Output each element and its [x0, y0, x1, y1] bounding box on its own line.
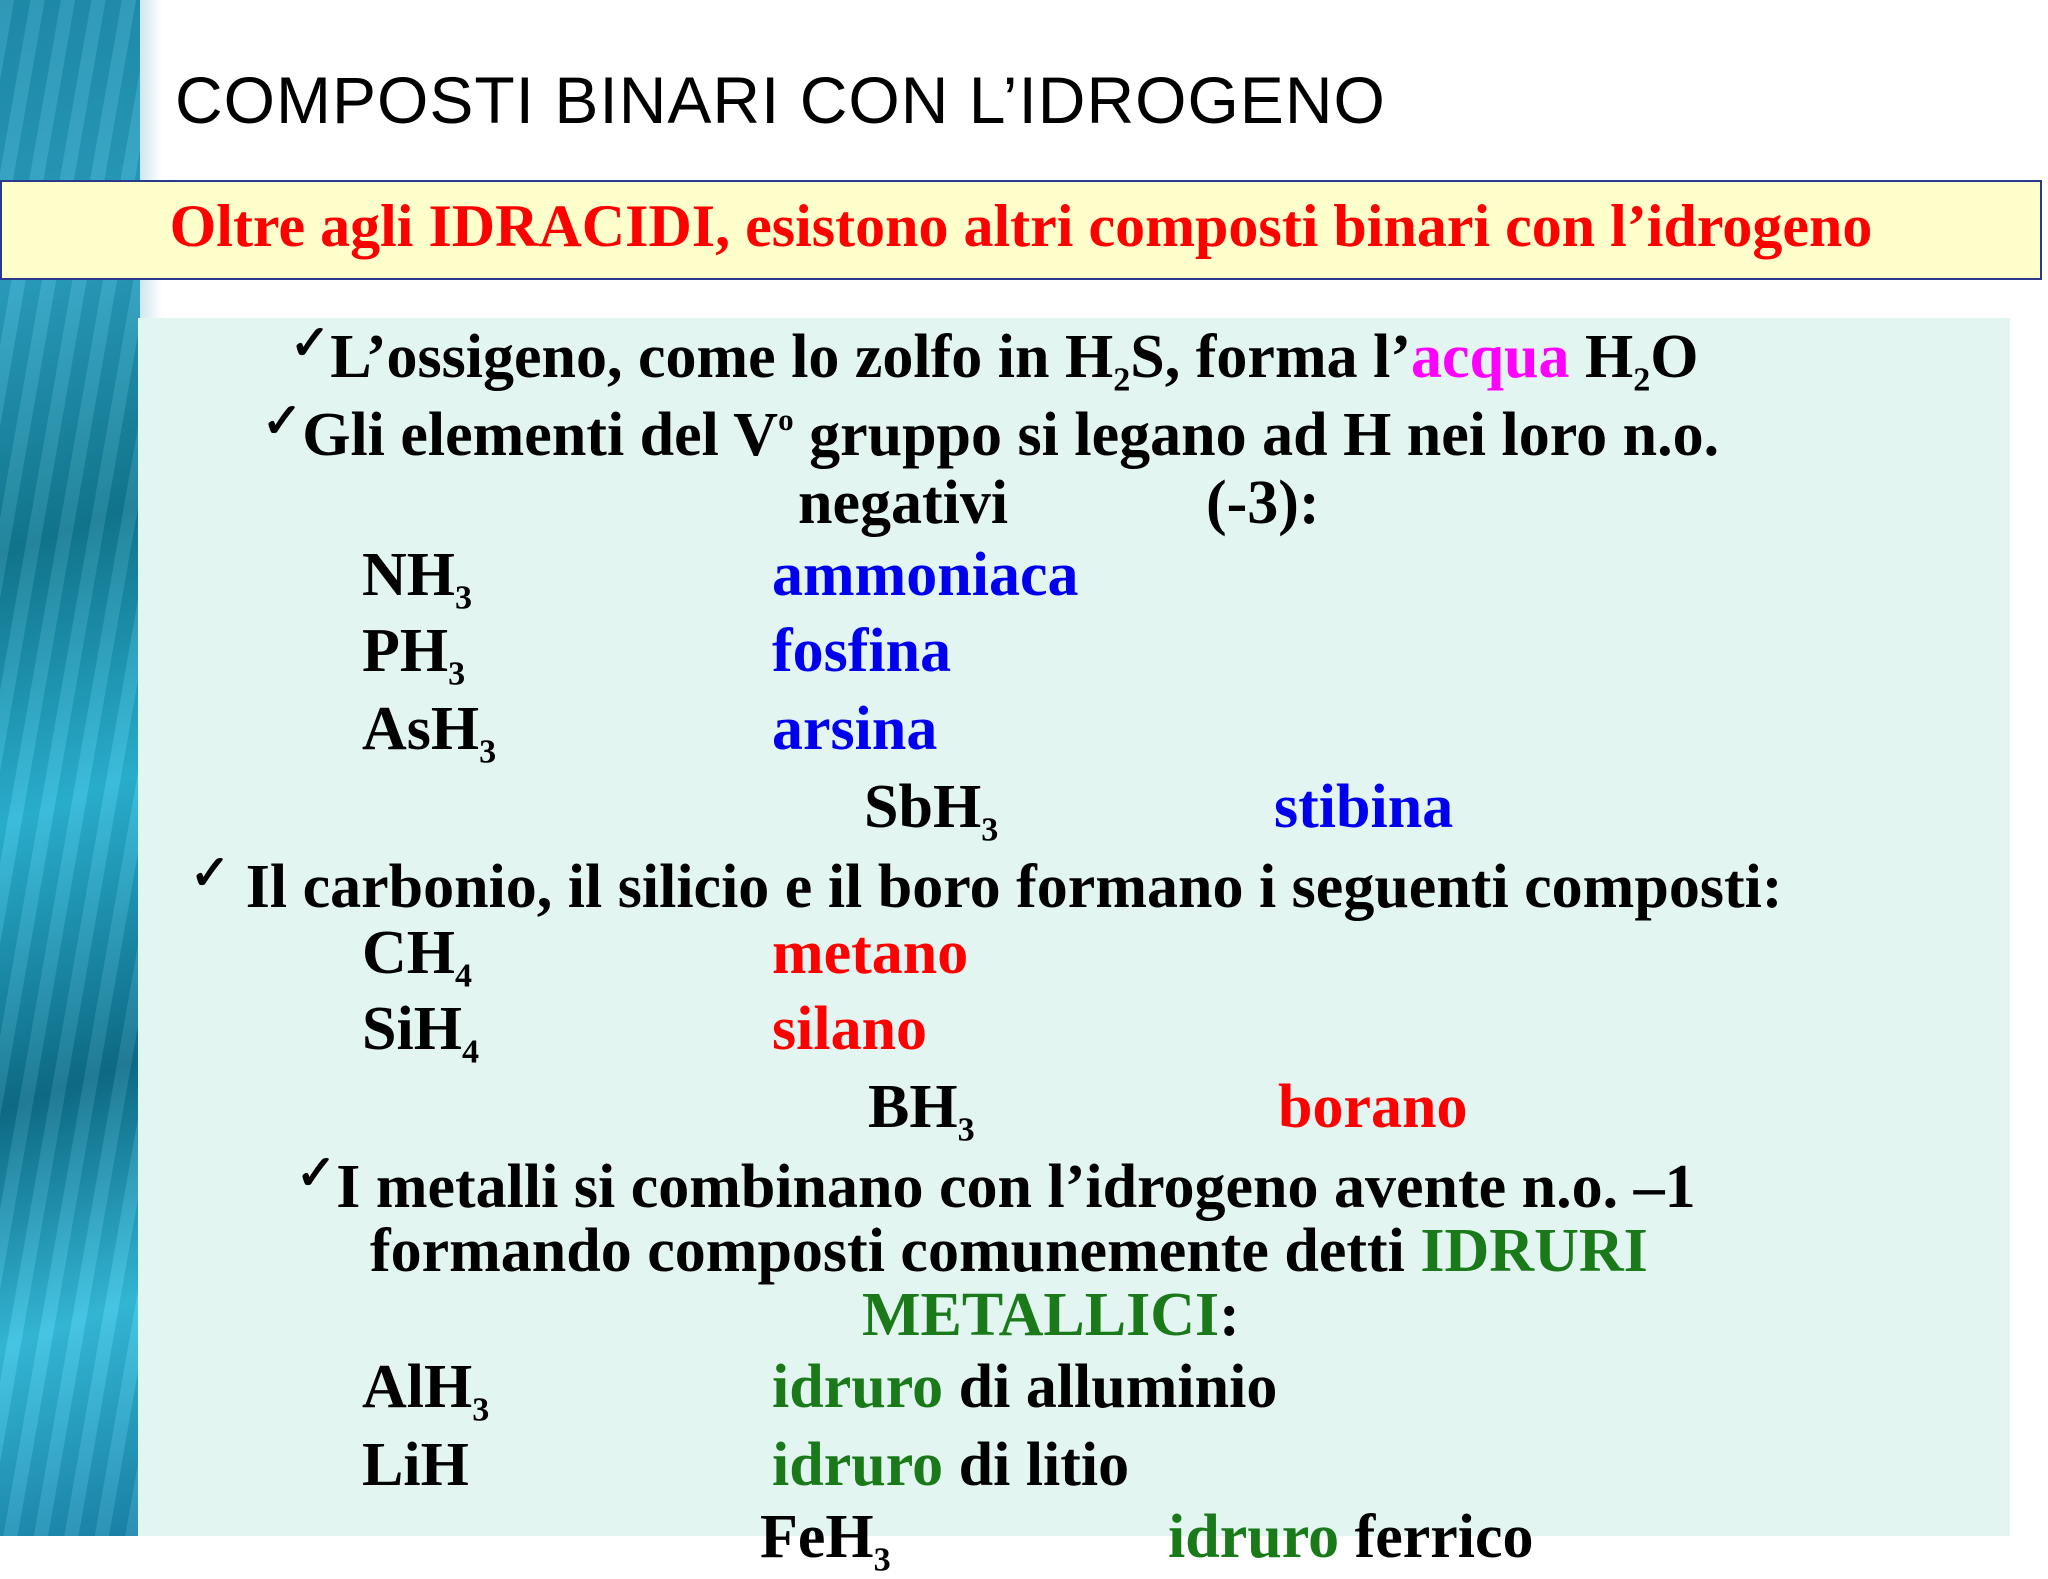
text-part: di litio [943, 1431, 1130, 1499]
text-part: gruppo si legano ad H nei loro n.o. [793, 401, 1720, 469]
subscript: 3 [873, 1541, 891, 1579]
compound-name: metano [772, 919, 969, 987]
formula-alh3 [362, 1353, 490, 1429]
hydride-name [1168, 1503, 1534, 1571]
subscript: 3 [472, 1391, 490, 1429]
compound-name: arsina [772, 695, 938, 763]
metallici-term: METALLICI [862, 1281, 1220, 1349]
text-part: di alluminio [943, 1353, 1278, 1421]
formula-base: AlH [362, 1353, 473, 1421]
formula-ch4 [362, 919, 473, 995]
text-line-idruri [370, 1217, 1648, 1285]
formula-base: LiH [362, 1431, 469, 1499]
formula-ph3 [362, 617, 466, 693]
checkmark-icon: ✓ [290, 317, 331, 370]
water-term: acqua [1410, 323, 1570, 391]
formula-sih4 [362, 995, 479, 1071]
formula-base: SiH [362, 995, 462, 1063]
checkmark-icon: ✓ [296, 1147, 337, 1200]
text-part: L’ossigeno, come lo zolfo in H [330, 323, 1114, 391]
subscript: 3 [981, 811, 999, 849]
text-minus-three: (-3): [1206, 469, 1320, 537]
text-line-group5 [262, 395, 1720, 469]
formula-base: FeH [760, 1503, 874, 1571]
formula-base: CH [362, 919, 455, 987]
formula-feh3 [760, 1503, 891, 1579]
text-part: ferrico [1339, 1503, 1534, 1571]
checkmark-icon: ✓ [190, 847, 231, 900]
formula-sbh3 [864, 773, 999, 849]
idruro-term: idruro [772, 1353, 944, 1421]
idruro-term: idruro [772, 1431, 944, 1499]
formula-base: AsH [362, 695, 480, 763]
text-line-carbon [190, 847, 1783, 921]
banner [0, 180, 2042, 280]
text-line-oxygen [290, 317, 1699, 399]
compound-name: silano [772, 995, 928, 1063]
checkmark-icon: ✓ [262, 395, 303, 448]
banner-text: Oltre agli IDRACIDI, esistono altri composti binari con l’idrogeno [169, 193, 1873, 259]
text-line-metals [296, 1147, 1696, 1221]
subscript: 2 [1633, 361, 1651, 399]
compound-name: fosfina [772, 617, 952, 685]
formula-nh3 [362, 541, 473, 617]
formula-base: NH [362, 541, 455, 609]
subscript: 3 [448, 655, 466, 693]
subscript: 4 [455, 957, 473, 995]
idruro-term: idruro [1168, 1503, 1340, 1571]
subscript: 4 [461, 1033, 479, 1071]
formula-base: PH [362, 617, 449, 685]
formula-ash3 [362, 695, 497, 771]
text-part: : [1219, 1281, 1240, 1349]
slide-title: COMPOSTI BINARI CON L’IDROGENO [175, 63, 1386, 137]
subscript: 2 [1113, 361, 1131, 399]
idruri-term: IDRURI [1420, 1217, 1648, 1285]
subscript: 3 [957, 1111, 975, 1149]
compound-name: ammoniaca [772, 541, 1079, 609]
text-part: Gli elementi del V [302, 401, 779, 469]
text-part: Il carbonio, il silicio e il boro formano i seguenti composti: [245, 853, 1783, 921]
formula-lih [362, 1431, 469, 1499]
text-line-metallici [862, 1281, 1240, 1349]
text-part: S, forma l’ [1130, 323, 1411, 391]
hydride-name [772, 1353, 1278, 1421]
compound-name: borano [1278, 1073, 1468, 1141]
formula-base: BH [868, 1073, 958, 1141]
subscript: 3 [455, 579, 473, 617]
text-negativi: negativi [798, 469, 1009, 537]
compound-name: stibina [1274, 773, 1454, 841]
text-part: I metalli si combinano con l’idrogeno avente n.o. –1 [336, 1153, 1696, 1221]
superscript: o [778, 402, 794, 438]
text-part: formando composti comunemente detti [370, 1217, 1421, 1285]
subscript: 3 [479, 733, 497, 771]
hydride-name [772, 1431, 1130, 1499]
text-part: H [1569, 323, 1634, 391]
formula-bh3 [868, 1073, 975, 1149]
text-part: O [1650, 323, 1699, 391]
formula-base: SbH [864, 773, 982, 841]
